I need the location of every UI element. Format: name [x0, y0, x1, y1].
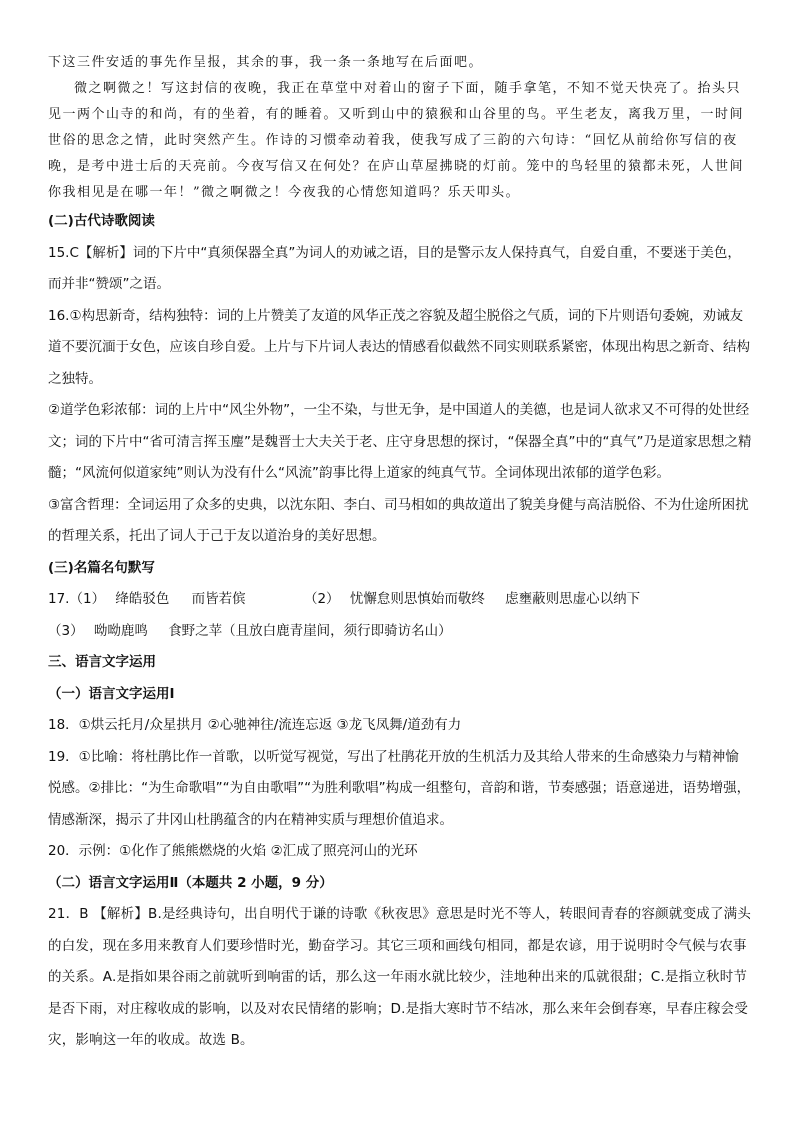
- question-20: 20．示例：①化作了熊熊燃烧的火焰 ②汇成了照亮河山的光环: [48, 843, 418, 859]
- answer-2-part-1: 忧懈怠则思慎始而敬终: [349, 591, 485, 607]
- section-heading-poetry: (二)古代诗歌阅读: [48, 213, 155, 229]
- question-17-line-2: [48, 616, 752, 648]
- answer-3-part-1: 呦呦鹿鸣: [93, 622, 148, 639]
- question-16-point-2: ②道学色彩浓郁：词的上片中“风尘外物”，一尘不染，与世无争，是中国道人的美德，也是词人欲求又不可得的处世经文；词的下片中“省可清言挥玉麈”是魏晋士大夫关于老、庄守身思想的探讨，“保器全真”中的“真气”乃是道家思想之精髓；“风流何似道家纯”则认为没有什么“风流”韵事比得上道家的纯真气节。全词体现出浓郁的道学色彩。: [48, 402, 752, 481]
- question-17-line-1: [48, 584, 752, 616]
- answer-1-label: （1）: [69, 591, 106, 607]
- translation-paragraph: 微之啊微之！写这封信的夜晚，我正在草堂中对着山的窗子下面，随手拿笔，不知不觉天快亮了。抬头只见一两个山寺的和尚，有的坐着，有的睡着。又听到山中的猿猴和山谷里的鸟。平生老友，离我万里，一时间世俗的思念之情，此时突然产生。作诗的习惯牵动着我，使我写成了三韵的六句诗：“回忆从前给你写信的夜晚，是考中进士后的天亮前。今夜写信又在何处？在庐山草屋拂晓的灯前。笼中的鸟轻里的猿都未死，人世间你我相见是在哪一年！”微之啊微之！今夜我的心情您知道吗？乐天叩头。: [48, 81, 745, 200]
- question-18: 18．①烘云托月/众星拱月 ②心驰神往/流连忘返 ③龙飞凤舞/道劲有力: [48, 717, 462, 733]
- answer-block: [48, 206, 752, 1057]
- section-heading-language: 三、语言文字运用: [48, 654, 156, 670]
- answer-1-part-1: 绛皓驳色: [115, 591, 170, 607]
- question-15: 15.C【解析】词的下片中“真须保器全真”为词人的劝诫之语，目的是警示友人保持真气，自爱自重，不要迷于美色，而并非“赞颂”之语。: [48, 244, 741, 292]
- question-19: 19．①比喻：将杜鹃比作一首歌，以听觉写视觉，写出了杜鹃花开放的生机活力及其给人带来的生命感染力与精神愉悦感。②排比：“为生命歌唱”“为自由歌唱”“为胜利歌唱”构成一组整句，音韵和谐，节奏感强；语意递进，语势增强，情感渐深，揭示了井冈山杜鹃蕴含的内在精神实质与理想价值追求。: [48, 748, 751, 828]
- question-21: 21．B 【解析】B.是经典诗句，出自明代于谦的诗歌《秋夜思》意思是时光不等人，转眼间青春的容颜就变成了满头的白发，现在多用来教育人们要珍惜时光，勤奋学习。其它三项和画线句相同，都是农谚，用于说明时令气候与农事的关系。A.是指如果谷雨之前就听到响雷的话，那么这一年雨水就比较少，洼地种出来的瓜就很甜；C.是指立秋时节是否下雨，对庄稼收成的影响，以及对农民情绪的影响；D.是指大寒时节不结冰，那么来年会倒春寒，早春庄稼会受灾，影响这一年的收成。故选 B。: [48, 906, 752, 1048]
- subsection-heading-2: （二）语言文字运用Ⅱ（本题共 2 小题，9 分）: [48, 874, 333, 891]
- question-16-point-3: ③富含哲理：全词运用了众多的史典，以沈东阳、李白、司马相如的典故道出了貌美身健与高洁脱俗、不为仕途所困扰的哲理关系，托出了词人于己于友以道治身的美好思想。: [48, 496, 749, 544]
- translation-line: 下这三件安适的事先作呈报，其余的事，我一条一条地写在后面吧。: [48, 55, 484, 70]
- answer-3-part-2: 食野之苹（且放白鹿青崖间，须行即骑访名山）: [168, 622, 452, 639]
- question-16-point-1: 16.①构思新奇，结构独特：词的上片赞美了友道的风华正茂之容貌及超尘脱俗之气质，词的下片则语句委婉，劝诫友道不要沉湎于女色，应该自珍自爱。上片与下片词人表达的情感看似截然不同实则联系紧密，体现出构思之新奇、结构之独特。: [48, 307, 750, 387]
- answer-2-label: （2）: [303, 591, 340, 607]
- translation-block: [48, 50, 752, 206]
- question-17-number: 17.: [48, 591, 70, 607]
- answer-2-part-2: 虑壅蔽则思虚心以纳下: [505, 591, 641, 607]
- answer-3-label: （3）: [48, 622, 84, 639]
- section-heading-dictation: (三)名篇名句默写: [48, 559, 155, 576]
- document-page: [48, 50, 752, 1057]
- answer-1-part-2: 而皆若傧: [191, 591, 246, 607]
- subsection-heading-1: （一）语言文字运用Ⅰ: [48, 685, 175, 702]
